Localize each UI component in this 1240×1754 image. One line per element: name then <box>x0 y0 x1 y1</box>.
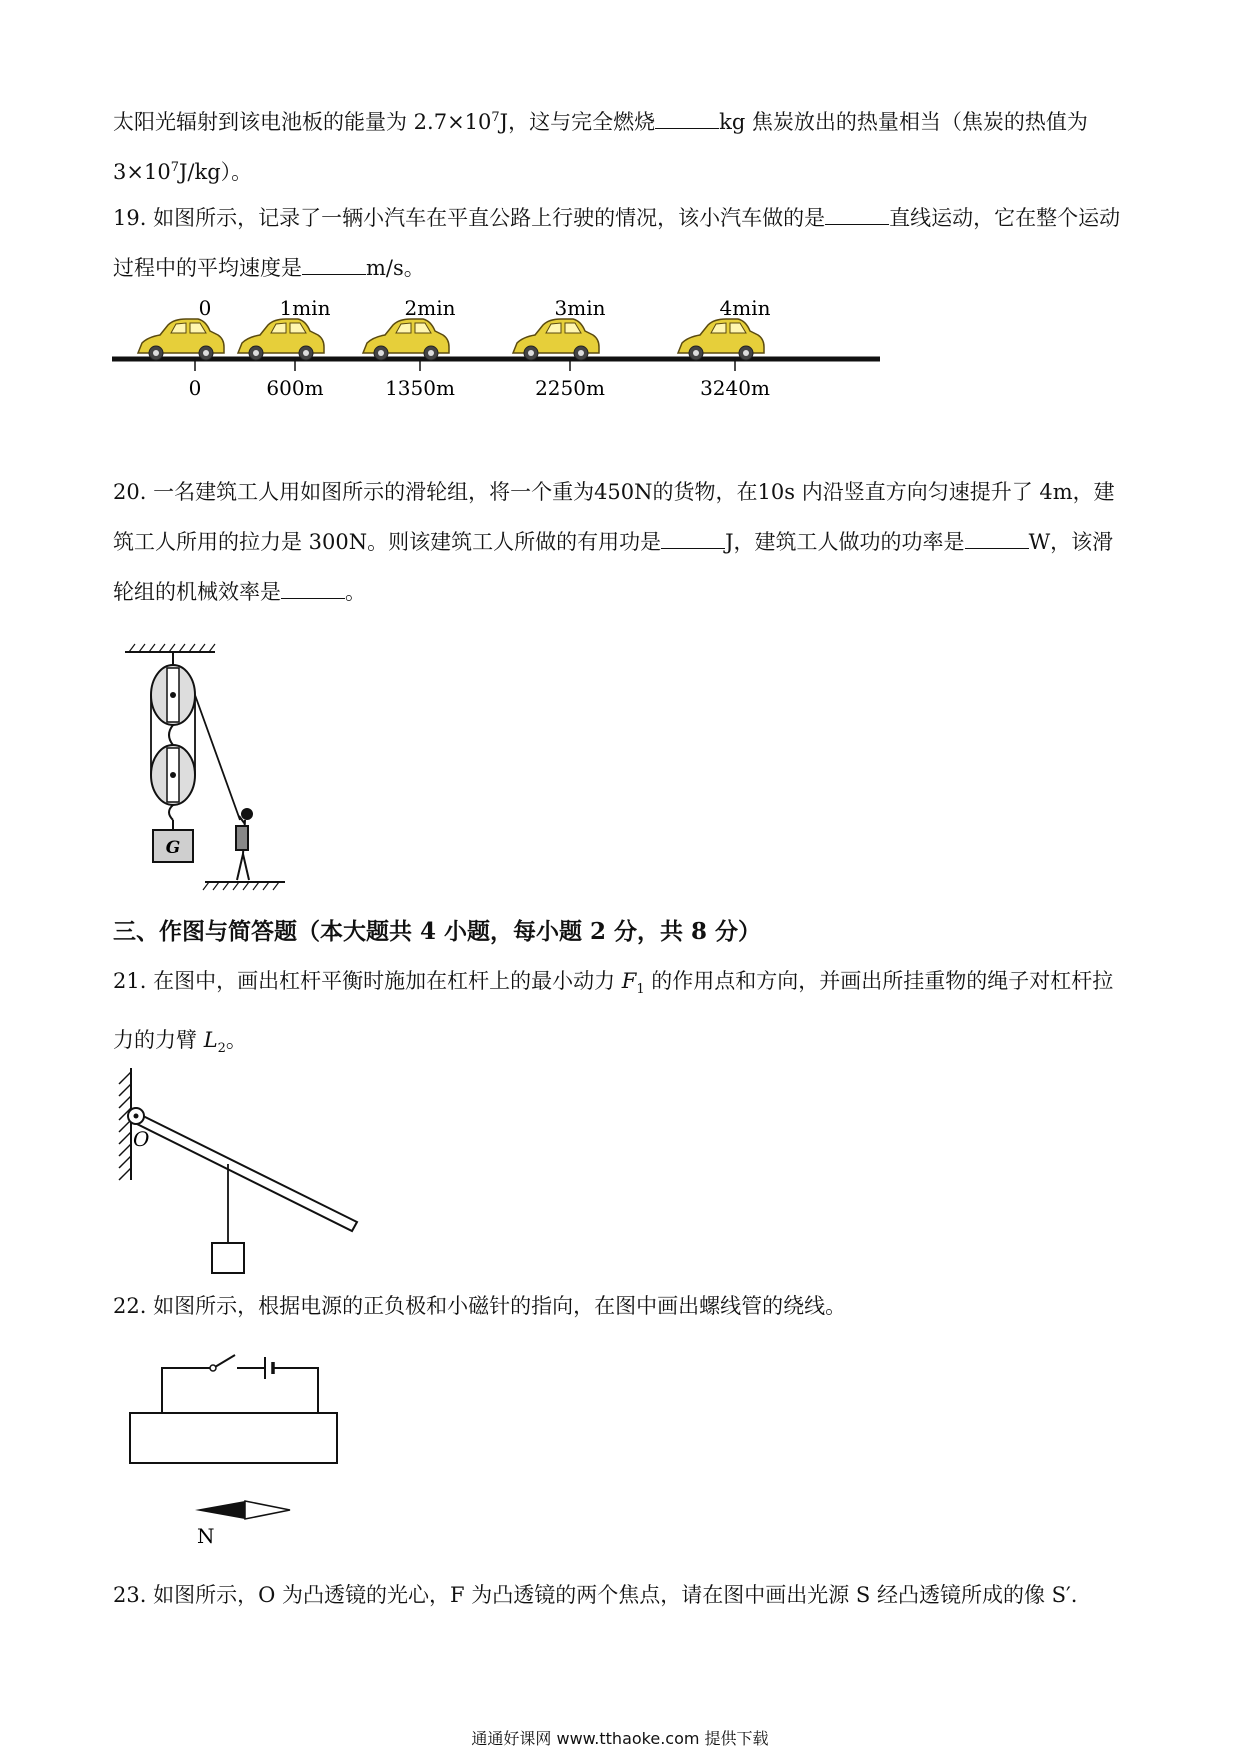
q21-question <box>113 956 1133 1074</box>
q22-question <box>113 1281 1133 1331</box>
solenoid-figure <box>125 1345 355 1545</box>
car-0 <box>138 319 224 360</box>
q18-text-c: kg 焦炭放出的热量相当（焦炭的热值为 <box>719 110 1088 134</box>
q21-l2-sub: 2 <box>217 1041 226 1057</box>
needle-south-half <box>245 1501 290 1519</box>
q21-f1-sub: 1 <box>636 982 645 998</box>
weight-label: G <box>165 838 181 858</box>
q19-text-b: 直线运动，它在整个运动过程中的平均速度是 <box>113 206 1121 280</box>
q21-f1: F <box>621 969 637 993</box>
ceiling-hatch <box>129 644 215 652</box>
q19-car-figure <box>110 295 890 415</box>
q18-text-a: 太阳光辐射到该电池板的能量为 2.7×10 <box>113 110 492 134</box>
q20-blank-efficiency[interactable] <box>281 597 345 599</box>
q21-l2: L <box>203 1028 218 1053</box>
q18-line1 <box>113 93 1133 147</box>
solenoid-body <box>130 1413 337 1463</box>
car-4 <box>678 319 764 360</box>
worker-figure <box>236 809 252 880</box>
q18-text-d: 3×10 <box>113 160 171 184</box>
q20-text-d: 。 <box>345 580 366 604</box>
q18-text-e: J/kg）。 <box>178 160 253 184</box>
needle-label-n: N <box>197 1524 215 1545</box>
distance-label-4: 3240m <box>700 376 770 400</box>
q19-question <box>113 193 1133 293</box>
q18-exp-2: 7 <box>170 160 179 175</box>
q20-blank-power[interactable] <box>965 547 1029 549</box>
q20-blank-work[interactable] <box>661 547 725 549</box>
distance-label-2: 1350m <box>385 376 455 400</box>
hanging-weight <box>212 1243 244 1273</box>
q19-text-c: m/s。 <box>366 256 425 280</box>
distance-label-1: 600m <box>266 376 324 400</box>
q19-blank-motion[interactable] <box>825 223 889 225</box>
distance-label-3: 2250m <box>535 376 605 400</box>
car-1 <box>238 319 324 360</box>
q19-text-a: 19. 如图所示，记录了一辆小汽车在平直公路上行驶的情况，该小汽车做的是 <box>113 206 826 230</box>
pivot-label-o: O <box>133 1127 150 1151</box>
car-3 <box>513 319 599 360</box>
q21-text-c: 。 <box>225 1028 247 1053</box>
q18-line2 <box>113 143 1133 197</box>
q21-text-b: 的作用点和方向，并画出所挂重物的绳子对杠杆拉力的力臂 <box>113 969 1114 1053</box>
lever-bar <box>131 1112 357 1231</box>
q18-answer-blank[interactable] <box>655 127 719 129</box>
q23-question <box>113 1570 1133 1620</box>
q19-blank-speed[interactable] <box>302 273 366 275</box>
time-label-3: 3min <box>554 296 606 320</box>
time-label-0: 0 <box>198 296 212 320</box>
q23-text: 23. 如图所示，O 为凸透镜的光心，F 为凸透镜的两个焦点，请在图中画出光源 S 经凸透镜所成的像 S′. <box>113 1583 1078 1607</box>
q18-exp-1: 7 <box>491 110 500 125</box>
lever-figure <box>105 1060 365 1280</box>
section-title: 三、作图与简答题（本大题共 4 小题，每小题 2 分，共 8 分） <box>113 918 762 945</box>
pulley-figure <box>115 640 315 895</box>
switch-lever <box>215 1355 235 1367</box>
q22-text: 22. 如图所示，根据电源的正负极和小磁针的指向，在图中画出螺线管的绕线。 <box>113 1294 847 1318</box>
q20-question <box>113 467 1133 617</box>
footer-credit: 通通好课网 www.tthaoke.com 提供下载 <box>471 1729 769 1748</box>
q21-text-a: 21. 在图中，画出杠杆平衡时施加在杠杆上的最小动力 <box>113 969 622 993</box>
q20-text-b: J，建筑工人做功的功率是 <box>725 530 965 554</box>
q18-text-b: J，这与完全燃烧 <box>499 110 656 134</box>
distance-label-0: 0 <box>188 376 202 400</box>
time-label-2: 2min <box>404 296 456 320</box>
time-label-4: 4min <box>719 296 771 320</box>
car-2 <box>363 319 449 360</box>
needle-north-half <box>195 1501 245 1519</box>
time-label-1: 1min <box>279 296 331 320</box>
q20-text-c: W，该滑轮组的机械效率是 <box>113 530 1114 604</box>
q20-text-a: 20. 一名建筑工人用如图所示的滑轮组，将一个重为450N的货物，在10s 内沿竖直方向匀速提升了 4m，建筑工人所用的拉力是 300N。则该建筑工人所做的有用功是 <box>113 480 1115 554</box>
